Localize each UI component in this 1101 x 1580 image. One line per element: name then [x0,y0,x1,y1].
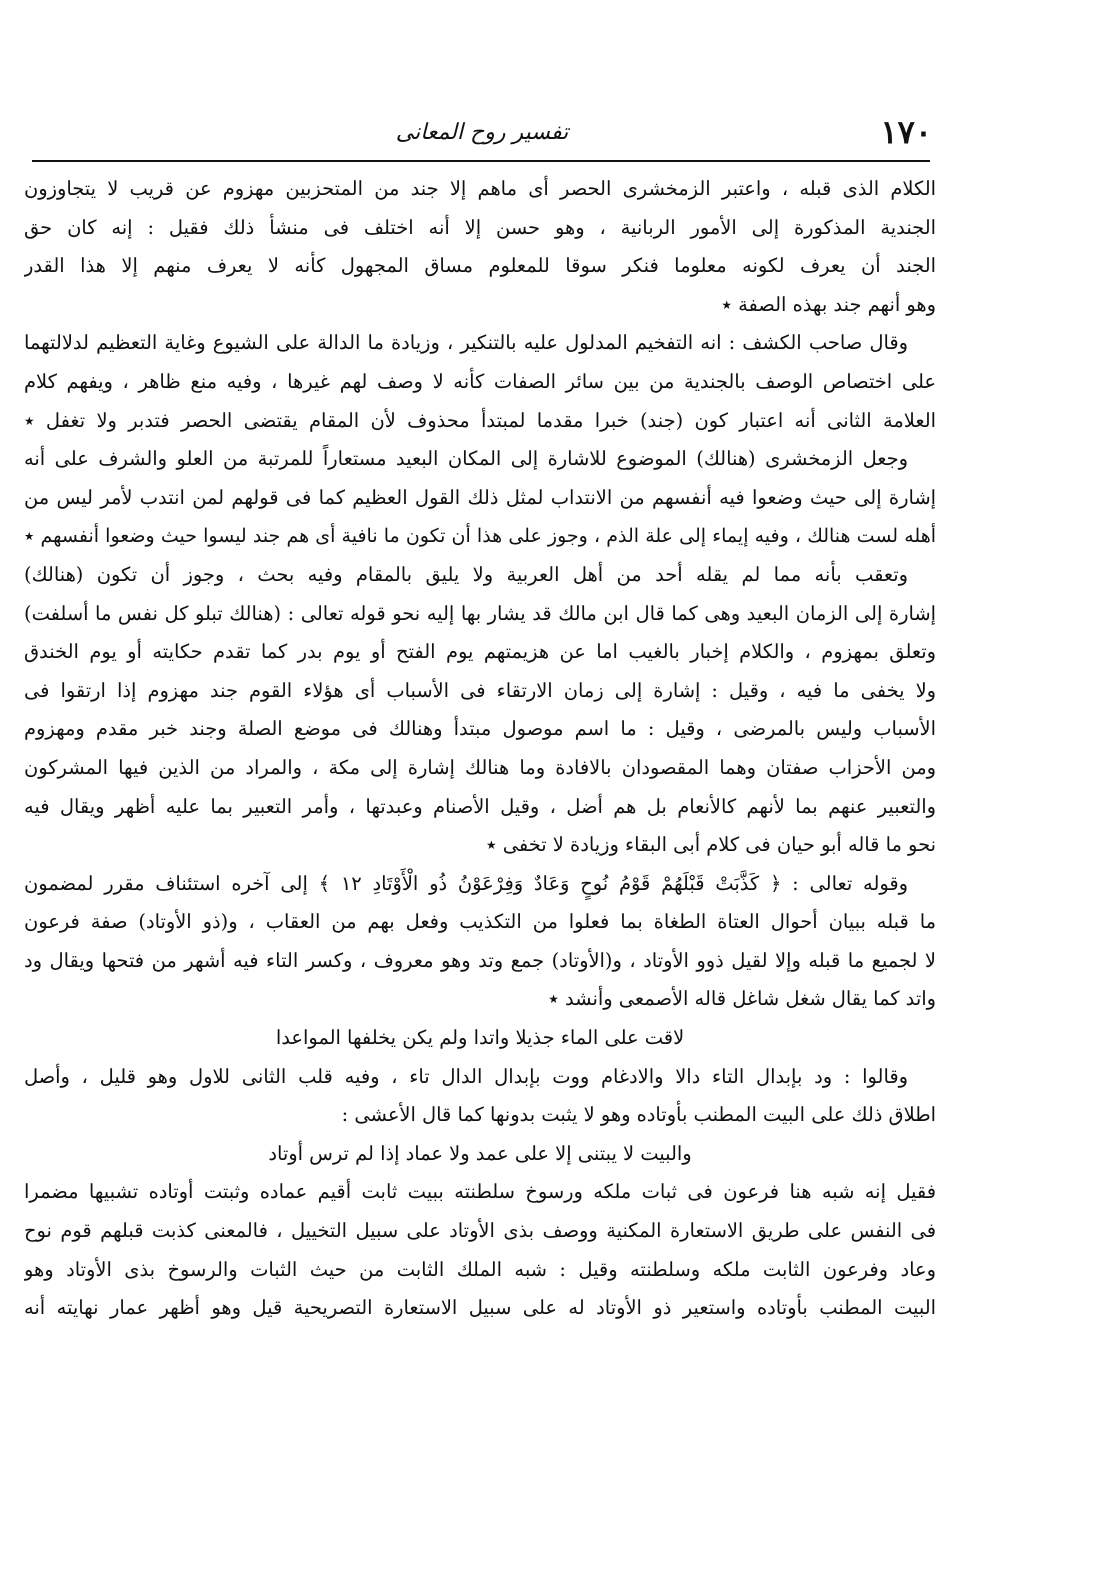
text-line: وعاد وفرعون الثابت ملكه وسلطنته وقيل : شبه الملك الثابت من حيث الثبات والرسوخ بذى الأوتاد وهو [24,1257,936,1281]
text-line: أهله لست هنالك ، وفيه إيماء إلى علة الذم ، وجوز على هذا أن تكون ما نافية أى هم جند ليسوا حيث وضعوا أنفسهم ٭ [24,525,936,548]
text-line: لا لجميع ما قبله وإلا لقيل ذوو الأوتاد ، و(الأوتاد) جمع وتد وهو معروف ، وكسر التاء فيه أشهر من فتحها ويقال ود [24,948,936,972]
text-line: وتعقب بأنه مما لم يقله أحد من أهل العربية ولا يليق بالمقام وفيه بحث ، وجوز أن تكون (هنالك) [24,562,908,586]
text-line: ولا يخفى ما فيه ، وقيل : إشارة إلى زمان الارتقاء فى الأسباب أى هؤلاء القوم جند مهزوم إذا ارتقوا فى [24,678,936,702]
text-line: وتعلق بمهزوم ، والكلام إخبار بالغيب اما عن هزيمتهم يوم الفتح أو يوم بدر كما تقدم حكايته أو يوم الخندق [24,640,936,664]
text-line: إشارة إلى الزمان البعيد وهى كما قال ابن مالك قد يشار بها إليه نحو قوله تعالى : (هنالك تبلو كل نفس ما أسلفت) [24,601,936,625]
body-text [24,170,936,1328]
header-rule [32,160,930,162]
text-line: العلامة الثانى أنه اعتبار كون (جند) خبرا مقدما لمبتدأ محذوف لأن المقام يقتضى الحصر فتدبر ولا تغفل ٭ [24,408,936,432]
text-line: وجعل الزمخشرى (هنالك) الموضوع للاشارة إلى المكان البعيد مستعاراً للمرتبة من العلو والشرف على أنه [24,447,908,471]
text-line: فقيل إنه شبه هنا فرعون فى ثبات ملكه ورسوخ سلطنته ببيت ثابت أقيم عماده وثبتت أوتاده تشبيها مضمرا [24,1180,936,1204]
text-line: نحو ما قاله أبو حيان فى كلام أبى البقاء وزيادة لا تخفى ٭ [486,833,936,857]
text-line: الجند أن يعرف لكونه معلوما فنكر سوقا للمعلوم مساق المجهول كأنه لا يعرف منهم إلا هذا القدر [24,254,936,278]
text-line: اطلاق ذلك على البيت المطنب بأوتاده وهو لا يثبت بدونها كما قال الأعشى : [341,1103,936,1127]
poetry-verse: لاقت على الماء جذيلا واتدا ولم يكن يخلفها المواعدا [275,1026,685,1050]
text-line: الأسباب وليس بالمرضى ، وقيل : ما اسم موصول مبتدأ وهنالك فى موضع الصلة وجند خبر مقدم ومهزوم [24,717,936,741]
text-line: إشارة إلى حيث وضعوا فيه أنفسهم من الانتداب لمثل ذلك القول العظيم كما فى قولهم لمن انتدب لأمر ليس من [24,485,936,509]
running-title: تفسير روح المعانى [395,120,569,145]
text-line: والتعبير عنهم بما لأنهم كالأنعام بل هم أضل ، وقيل الأصنام وعبدتها ، وأمر التعبير بما عليه أظهر ويقال فيه [24,794,936,818]
poetry-verse: والبيت لا يبتنى إلا على عمد ولا عماد إذا لم ترس أوتاد [268,1141,692,1165]
text-line: وقال صاحب الكشف : انه التفخيم المدلول عليه بالتنكير ، وزيادة ما الدالة على الشيوع وغاية التعظيم لدلالتهما [24,331,908,355]
text-line: فى النفس على طريق الاستعارة المكنية ووصف بذى الأوتاد على سبيل التخييل ، فالمعنى كذبت قبلهم قوم نوح [24,1219,936,1243]
text-line: على اختصاص الوصف بالجندية من بين سائر الصفات كأنه لا وصف لهم غيرها ، وفيه منع ظاهر ، ويفهم كلام [24,369,936,393]
quran-verse-line: وقوله تعالى : ﴿ كَذَّبَتْ قَبْلَهُمْ قَوْمُ نُوحٍ وَعَادٌ وَفِرْعَوْنُ ذُو الْأَوْتَادِ ١٢ ﴾ إلى آخره استئناف مقرر لمضمون [24,871,908,895]
text-line: واتد كما يقال شغل شاغل قاله الأصمعى وأنشد ٭ [548,987,936,1011]
text-line: وهو أنهم جند بهذه الصفة ٭ [721,292,936,316]
text-line: البيت المطنب بأوتاده واستعير ذو الأوتاد له على سبيل الاستعارة التصريحية قيل وهو أظهر عمار نهايته أنه [24,1296,936,1320]
page-number: ١٧٠ [880,113,932,151]
text-line: ومن الأحزاب صفتان وهما المقصودان بالافادة وما هنالك إشارة إلى مكة ، والمراد من الذين فيها المشركون [24,755,936,779]
text-line: وقالوا : ود بإبدال التاء دالا والادغام ووت بإبدال الدال تاء ، وفيه قلب الثانى للاول وهو قليل ، وأصل [24,1064,908,1088]
text-line: الكلام الذى قبله ، واعتبر الزمخشرى الحصر أى ماهم إلا جند من المتحزبين مهزوم عن قريب لا يتجاوزون [24,177,936,200]
text-line: الجندية المذكورة إلى الأمور الربانية ، وهو حسن إلا أنه اختلف فى منشأ ذلك فقيل : إنه كان حق [24,215,936,239]
text-line: ما قبله ببيان أحوال العتاة الطغاة بما فعلوا من التكذيب وفعل بهم من العقاب ، و(ذو الأوتاد) صفة فرعون [24,910,936,934]
page-header [32,112,932,158]
